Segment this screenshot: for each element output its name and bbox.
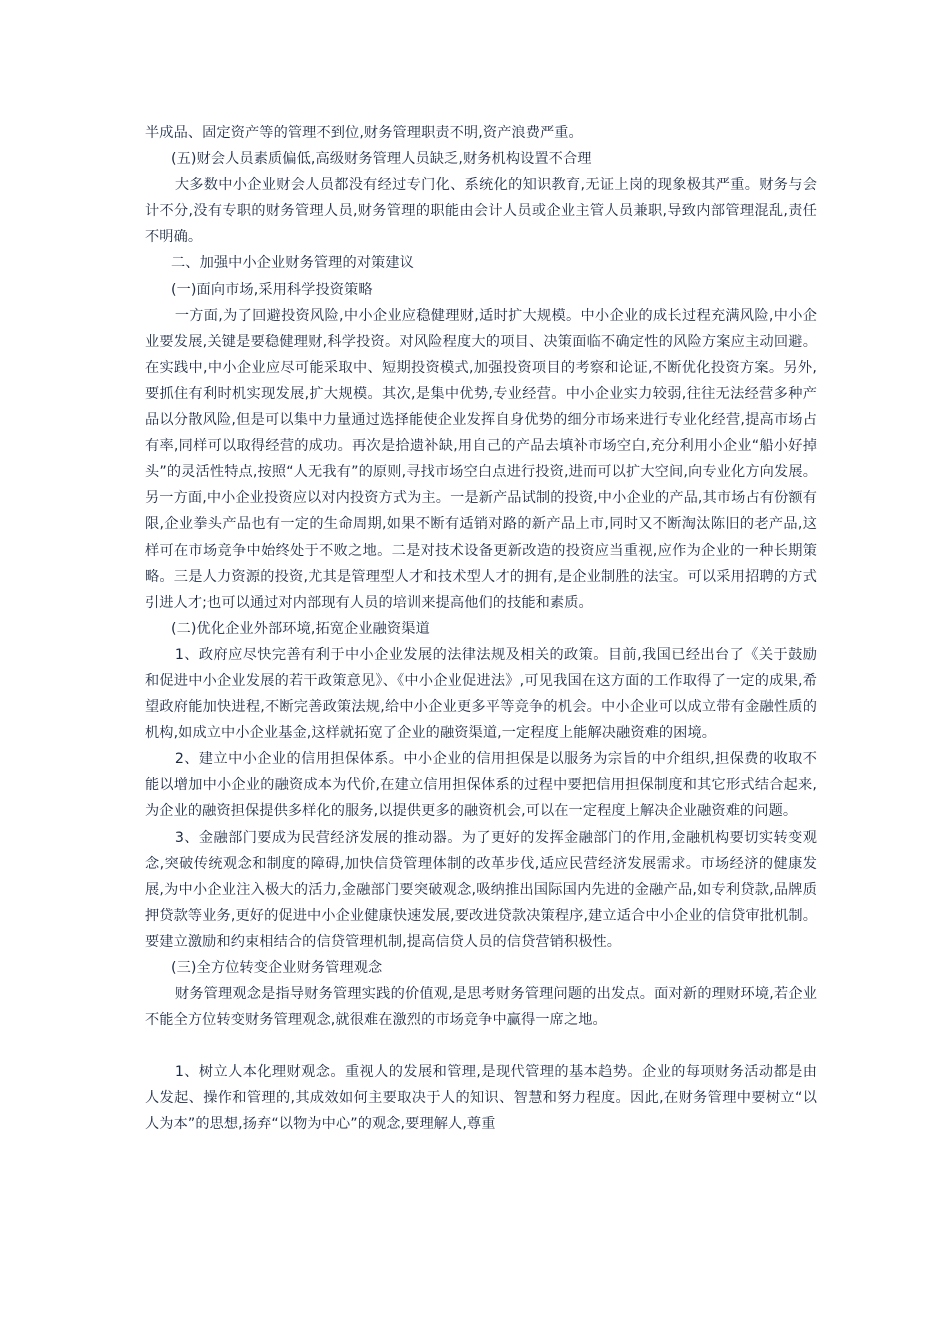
section-heading-1: (一)面向市场,采用科学投资策略 [171,281,373,298]
paragraph: 财务管理观念是指导财务管理实践的价值观,是思考财务管理问题的出发点。面对新的理财环境,若企业不能全方位转变财务管理观念,就很难在激烈的市场竞争中赢得一席之地。 [145,986,817,1029]
paragraph: 3、金融部门要成为民营经济发展的推动器。为了更好的发挥金融部门的作用,金融机构要切实转变观念,突破传统观念和制度的障碍,加快信贷管理体制的改革步伐,适应民营经济发展需求。市场经济的健康发展,为中小企业注入极大的活力,金融部门要突破观念,吸纳推出国际国内先进的金融产品,如专利贷款,品牌质押贷款等业务,更好的促进中小企业健康快速发展,要改进贷款决策程序,建立适合中小企业的信贷审批机制。要建立激励和约束相结合的信贷管理机制,提高信贷人员的信贷营销积极性。 [145,829,817,950]
section-heading-3: (三)全方位转变企业财务管理观念 [171,960,383,976]
section-heading-5: (五)财会人员素质偏低,高级财务管理人员缺乏,财务机构设置不合理 [171,151,592,168]
section-heading-2: (二)优化企业外部环境,拓宽企业融资渠道 [171,620,430,637]
paragraph-continuation: 半成品、固定资产等的管理不到位,财务管理职责不明,资产浪费严重。 [145,125,583,141]
document-page [145,120,817,1138]
blank-line [145,1033,817,1059]
paragraph: 大多数中小企业财会人员都没有经过专门化、系统化的知识教育,无证上岗的现象极其严重。财务与会计不分,没有专职的财务管理人员,财务管理的职能由会计人员或企业主管人员兼职,导致内部管理混乱,责任不明确。 [145,177,817,246]
paragraph: 1、树立人本化理财观念。重视人的发展和管理,是现代管理的基本趋势。企业的每项财务活动都是由人发起、操作和管理的,其成效如何主要取决于人的知识、智慧和努力程度。因此,在财务管理中要树立“以人为本”的思想,扬弃“以物为中心”的观念,要理解人,尊重 [145,1064,817,1133]
paragraph: 一方面,为了回避投资风险,中小企业应稳健理财,适时扩大规模。中小企业的成长过程充满风险,中小企业要发展,关键是要稳健理财,科学投资。对风险程度大的项目、决策面临不确定性的风险方案应主动回避。在实践中,中小企业应尽可能采取中、短期投资模式,加强投资项目的考察和论证,不断优化投资方案。另外,要抓住有利时机实现发展,扩大规模。其次,是集中优势,专业经营。中小企业实力较弱,往往无法经营多种产品以分散风险,但是可以集中力量通过选择能使企业发挥自身优势的细分市场来进行专业化经营,提高市场占有率,同样可以取得经营的成功。再次是拾遗补缺,用自己的产品去填补市场空白,充分利用小企业“船小好掉头”的灵活性特点,按照“人无我有”的原则,寻找市场空白点进行投资,进而可以扩大空间,向专业化方向发展。另一方面,中小企业投资应以对内投资方式为主。一是新产品试制的投资,中小企业的产品,其市场占有份额有限,企业拳头产品也有一定的生命周期,如果不断有适销对路的新产品上市,同时又不断淘汰陈旧的老产品,这样可在市场竞争中始终处于不败之地。二是对技术设备更新改造的投资应当重视,应作为企业的一种长期策略。三是人力资源的投资,尤其是管理型人才和技术型人才的拥有,是企业制胜的法宝。可以采用招聘的方式引进人才;也可以通过对内部现有人员的培训来提高他们的技能和素质。 [145,307,817,611]
paragraph: 1、政府应尽快完善有利于中小企业发展的法律法规及相关的政策。目前,我国已经出台了《关于鼓励和促进中小企业发展的若干政策意见》、《中小企业促进法》,可见我国在这方面的工作取得了一定的成果,希望政府能加快进程,不断完善政策法规,给中小企业更多平等竞争的机会。中小企业可以成立带有金融性质的机构,如成立中小企业基金,这样就拓宽了企业的融资渠道,一定程度上能解决融资难的困境。 [145,646,817,742]
chapter-heading-2: 二、加强中小企业财务管理的对策建议 [171,255,414,272]
paragraph: 2、建立中小企业的信用担保体系。中小企业的信用担保是以服务为宗旨的中介组织,担保费的收取不能以增加中小企业的融资成本为代价,在建立信用担保体系的过程中要把信用担保制度和其它形式结合起来,为企业的融资担保提供多样化的服务,以提供更多的融资机会,可以在一定程度上解决企业融资难的问题。 [145,751,817,820]
